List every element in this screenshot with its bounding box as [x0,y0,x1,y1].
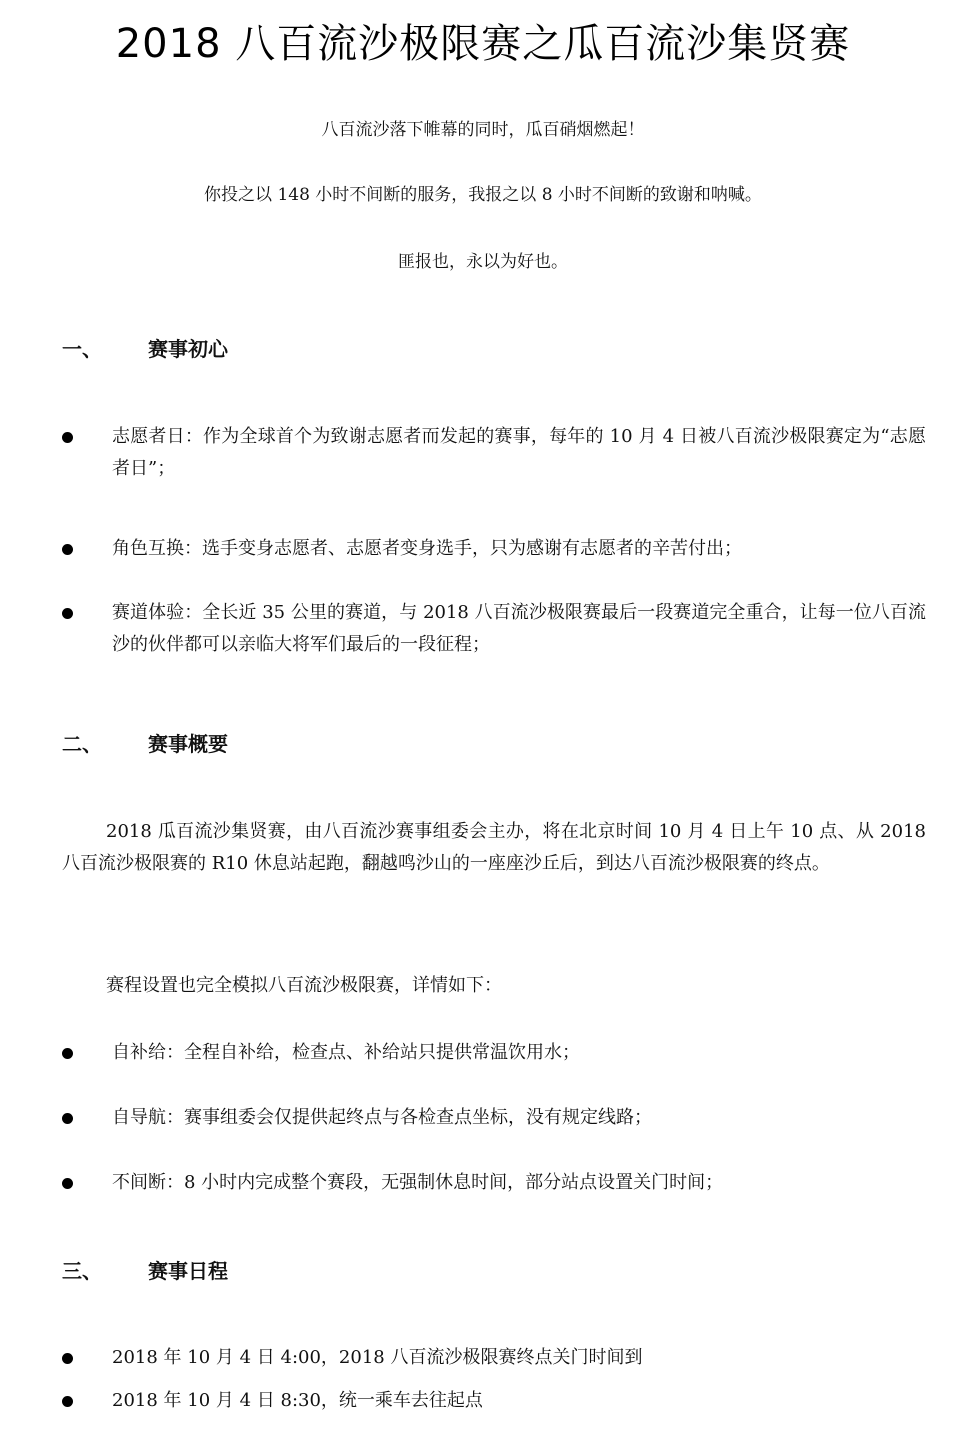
bullet-text: 赛道体验：全长近 35 公里的赛道，与 2018 八百流沙极限赛最后一段赛道完全重合，让每一位八百流沙的伙伴都可以亲临大将军们最后的一段征程； [112,602,926,655]
section-2-paragraph-1: 2018 瓜百流沙集贤赛，由八百流沙赛事组委会主办，将在北京时间 10 月 4 日上午 10 点、从 2018 八百流沙极限赛的 R10 休息站起跑，翻越鸣沙山的一座座沙丘后，到达八百流沙极限赛的终点。 [62,821,926,874]
bullet-dot-icon [62,1178,73,1189]
section-2-title: 赛事概要 [148,732,228,756]
document-title: 2018 八百流沙极限赛之瓜百流沙集贤赛 [115,21,851,67]
bullet-text: 志愿者日：作为全球首个为致谢志愿者而发起的赛事，每年的 10 月 4 日被八百流沙极限赛定为“志愿者日”； [112,426,926,479]
bullet-text: 2018 年 10 月 4 日 8:30，统一乘车去往起点 [112,1390,483,1411]
intro-line-3: 匪报也，永以为好也。 [398,252,568,272]
intro-line-2: 你投之以 148 小时不间断的服务，我报之以 8 小时不间断的致谢和呐喊。 [204,185,762,205]
section-3-number: 三、 [62,1259,102,1283]
intro-line-1: 八百流沙落下帷幕的同时，瓜百硝烟燃起！ [321,120,645,140]
section-1-number: 一、 [62,337,102,361]
section-3-title: 赛事日程 [148,1259,228,1283]
bullet-dot-icon [62,432,73,443]
bullet-dot-icon [62,1396,73,1407]
section-1-heading [62,334,228,364]
section-2-paragraph-2: 赛程设置也完全模拟八百流沙极限赛，详情如下： [106,975,502,996]
bullet-text: 自导航：赛事组委会仅提供起终点与各检查点坐标，没有规定线路； [112,1107,652,1128]
bullet-text: 不间断：8 小时内完成整个赛段，无强制休息时间，部分站点设置关门时间； [112,1172,724,1193]
section-1-title: 赛事初心 [148,337,228,361]
bullet-text: 2018 年 10 月 4 日 4:00，2018 八百流沙极限赛终点关门时间到 [112,1347,643,1368]
section-3-heading [62,1256,228,1286]
section-2-heading [62,729,228,759]
bullet-dot-icon [62,1353,73,1364]
section-2-number: 二、 [62,732,102,756]
bullet-dot-icon [62,608,73,619]
bullet-text: 自补给：全程自补给，检查点、补给站只提供常温饮用水； [112,1042,580,1063]
bullet-text: 角色互换：选手变身志愿者、志愿者变身选手，只为感谢有志愿者的辛苦付出； [112,538,742,559]
bullet-dot-icon [62,1113,73,1124]
bullet-dot-icon [62,544,73,555]
bullet-dot-icon [62,1048,73,1059]
